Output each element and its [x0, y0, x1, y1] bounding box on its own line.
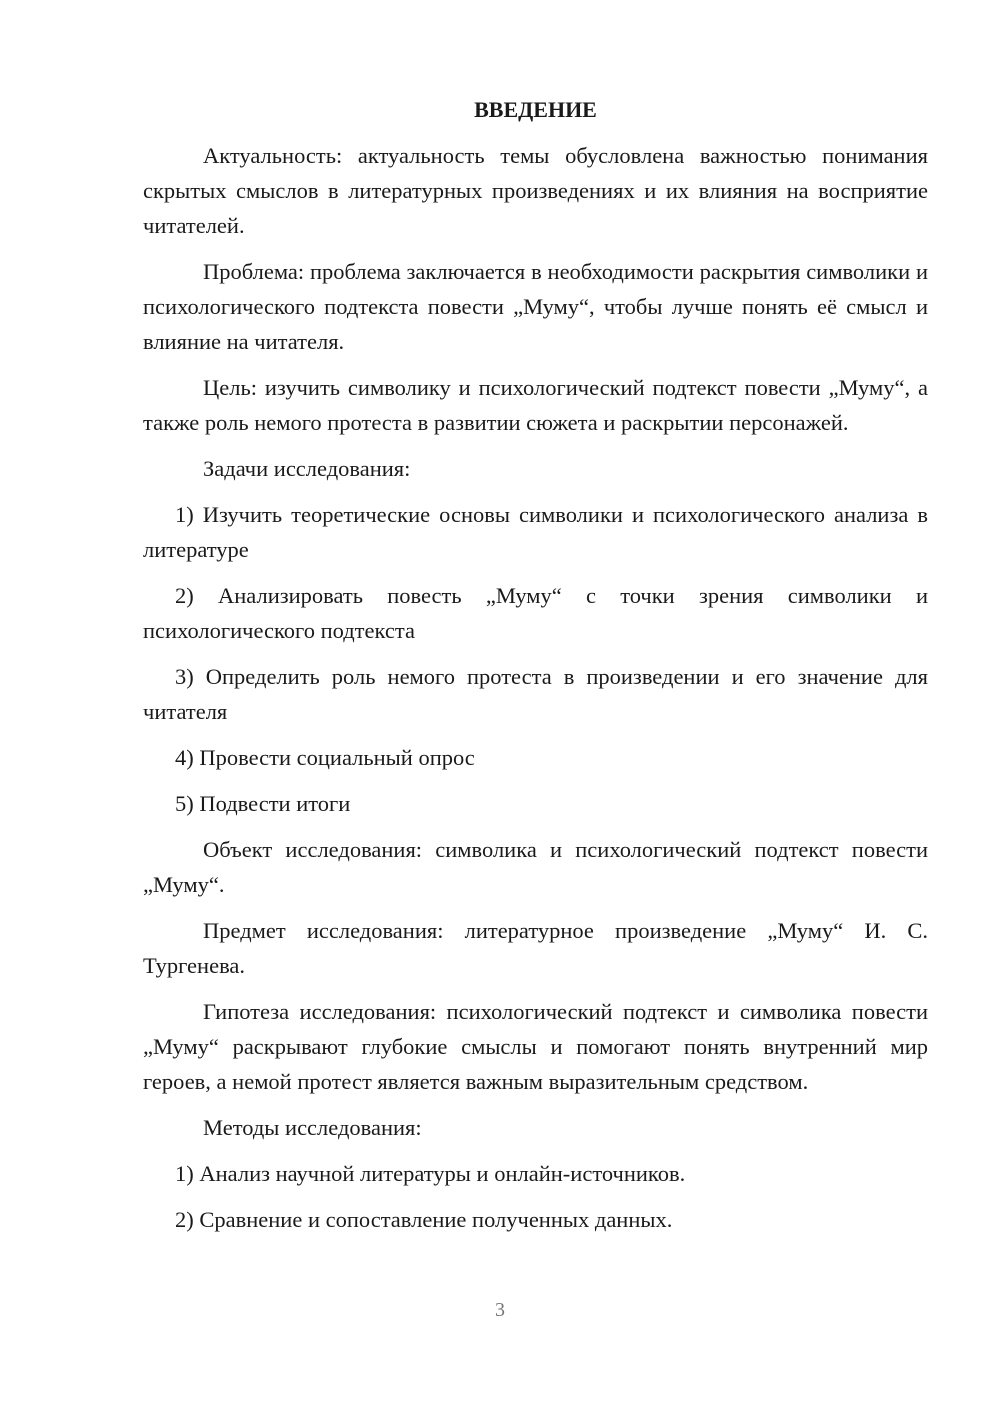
- task-item-4: 4) Провести социальный опрос: [175, 745, 475, 770]
- paragraph-relevance: Актуальность: актуальность темы обусловлена важностью понимания скрытых смыслов в литературных произведениях и их влияния на восприятие читателей.: [143, 143, 928, 238]
- paragraph-methods-heading: Методы исследования:: [203, 1115, 422, 1140]
- paragraph-object: Объект исследования: символика и психологический подтекст повести „Муму“.: [143, 837, 928, 897]
- paragraph-subject: Предмет исследования: литературное произведение „Муму“ И. С. Тургенева.: [143, 918, 928, 978]
- task-item-3: 3) Определить роль немого протеста в произведении и его значение для читателя: [143, 664, 928, 724]
- task-item-5: 5) Подвести итоги: [175, 791, 351, 816]
- page-number: 3: [495, 1299, 505, 1321]
- paragraph-tasks-heading: Задачи исследования:: [203, 456, 411, 481]
- method-item-1: 1) Анализ научной литературы и онлайн-источников.: [175, 1161, 686, 1186]
- task-item-1: 1) Изучить теоретические основы символики и психологического анализа в литературе: [143, 502, 928, 562]
- paragraph-problem: Проблема: проблема заключается в необходимости раскрытия символики и психологического подтекста повести „Муму“, чтобы лучше понять её смысл и влияние на читателя.: [143, 259, 928, 354]
- paragraph-hypothesis: Гипотеза исследования: психологический подтекст и символика повести „Муму“ раскрывают глубокие смыслы и помогают понять внутренний мир героев, а немой протест является важным выразительным средством.: [143, 999, 928, 1094]
- document-page: [143, 92, 928, 1248]
- paragraph-goal: Цель: изучить символику и психологический подтекст повести „Муму“, а также роль немого протеста в развитии сюжета и раскрытии персонажей.: [143, 375, 928, 435]
- task-item-2: 2) Анализировать повесть „Муму“ с точки зрения символики и психологического подтекста: [143, 583, 928, 643]
- method-item-2: 2) Сравнение и сопоставление полученных данных.: [175, 1207, 673, 1232]
- section-title: ВВЕДЕНИЕ: [474, 97, 597, 122]
